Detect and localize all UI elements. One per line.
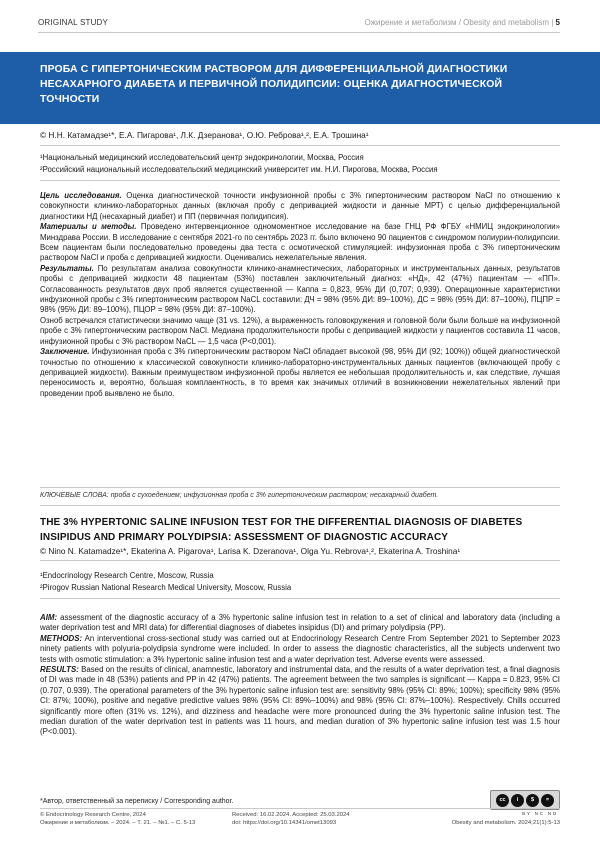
cc-license-badge[interactable] — [490, 790, 560, 810]
divider — [40, 487, 560, 488]
aim-paragraph: AIM: assessment of the diagnostic accuracy of a 3% hypertonic saline infusion test in relation to a set of clinical and laboratory data (including a water deprivation test and MRI data) for differential diagnoses of diabetes insipidus (DI) and primary polydipsia (PP). — [40, 613, 560, 633]
by-icon: i — [511, 794, 524, 807]
divider — [40, 180, 560, 181]
page-number: 5 — [555, 18, 560, 27]
methods-paragraph: Материалы и методы. Проведено интервенционное одномоментное исследование на базе ГНЦ РФ ФГБУ «НМИЦ эндокринологии» Минздрава России. В исследование с сентября 2021-го по сентябрь 2023 гг. было включено 90 пациентов с синдромом полиурии-полидипсии. Всем пациентам были последовательно проведены два теста с осмотической стимуляцией: инфузионная проба с 3% гипертоническим раствором NaCl и проба с депривацией жидкости. Оценивались нежелательные явления. — [40, 222, 561, 263]
divider — [40, 560, 560, 561]
results-paragraph-2: Озноб встречался статистически значимо чаще (31 vs. 12%), а выраженность головокружения и головной боли были больше на инфузионной пробе с 3% гипертоническим раствором NaCl. Медиана продолжительности пробы с депривацией жидкости у пациентов составила 11 часов, инфузионной пробы с 3% раствором NaCL — 1,5 часа (P<0,001). — [40, 315, 560, 346]
results-label: RESULTS: — [40, 665, 79, 675]
article-title-en: THE 3% HYPERTONIC SALINE INFUSION TEST FOR THE DIFFERENTIAL DIAGNOSIS OF DIABETES INSIPIDUS AND PRIMARY POLYDIPSIA: ASSESSMENT OF DIAGNOSTIC ACCURACY — [40, 517, 523, 543]
journal-name: Ожирение и метаболизм / Obesity and metabolism — [364, 18, 549, 27]
doi-link[interactable]: doi: https://doi.org/10.14341/omet13093 — [232, 820, 337, 826]
affiliation-1: ¹Endocrinology Research Centre, Moscow, Russia — [40, 571, 214, 580]
article-title-ru: ПРОБА С ГИПЕРТОНИЧЕСКИМ РАСТВОРОМ ДЛЯ ДИФФЕРЕНЦИАЛЬНОЙ ДИАГНОСТИКИ НЕСАХАРНОГО ДИАБЕТА И ПЕРВИЧНОЙ ПОЛИДИПСИИ: ОЦЕНКА ДИАГНОСТИЧЕСКОЙ ТОЧНОСТИ — [40, 64, 508, 105]
citation-en: Obesity and metabolism. 2024;21(1):5-13 — [451, 820, 560, 826]
header-divider — [38, 32, 560, 33]
section-label: ORIGINAL STUDY — [38, 18, 109, 27]
footer-left — [40, 811, 195, 827]
footer-middle — [232, 811, 350, 827]
aim-label: Цель исследования. — [40, 191, 122, 200]
citation-ru: Ожирение и метаболизм. – 2024. – Т. 21. – №1. – С. 5-13 — [40, 820, 196, 826]
affiliation-2: ²Российский национальный исследовательский медицинский университет им. Н.И. Пирогова, Москва, Россия — [40, 165, 438, 174]
license-labels: BY NC ND — [522, 811, 558, 816]
results-paragraph: Результаты. По результатам анализа совокупности клинико-анамнестических, лабораторных и инструментальных данных, результатов пробы с депривацией жидкости 48 пациентам (53%) поставлен заключительный диагноз: «НД», 42 (47%) пациентам — «ПП». Согласованность результатов двух проб является существенной — Каппа = 0,823, 95% ДИ (0,707; 0,939). Операционные характеристики инфузионной пробы с 3% гипертоническим раствором NaCL составили: ДЧ = 98% (95% ДИ: 89–100%), ДС = 98% (95% ДИ: 87–100%), ПЦПР = 98% (95% ДИ: 89–100%), ПЦОР = 98% (95% ДИ: 87–100%). — [40, 263, 560, 315]
conclusion-label: Заключение. — [40, 347, 90, 357]
nd-icon: = — [541, 794, 554, 807]
divider — [40, 505, 560, 506]
affiliations-ru — [40, 152, 560, 176]
methods-label: METHODS: — [40, 633, 83, 643]
corresponding-author-note: *Автор, ответственный за переписку / Corresponding author. — [40, 798, 234, 805]
title-banner — [0, 52, 600, 124]
abstract-ru — [40, 191, 560, 399]
keywords-ru: КЛЮЧЕВЫЕ СЛОВА: проба с сухоедением; инфузионная проба с 3% гипертоническим раствором; несахарный диабет. — [40, 492, 439, 499]
journal-running-title: Ожирение и метаболизм / Obesity and metabolism | 5 — [364, 18, 560, 27]
results-label: Результаты. — [40, 263, 94, 273]
abstract-en — [40, 613, 560, 738]
dates: Received: 16.02.2024. Accepted: 25.03.2024 — [232, 812, 350, 818]
aim-label: AIM: — [40, 613, 58, 622]
authors-en: © Nino N. Katamadze¹*, Ekaterina A. Pigarova¹, Larisa K. Dzeranova¹, Olga Yu. Rebrova¹,², Ekaterina A. Troshina¹ — [40, 546, 461, 556]
methods-paragraph: METHODS: An interventional cross-sectional study was carried out at Endocrinology Research Centre From September 2021 to September 2023 ninety patients with polyuria-polydipsia syndrome were included. In order to assess the diagnostic characteristics, all the subjects underwent two tests with osmotic stimulation: a 3% hypertonic saline infusion test and a water deprivation test. Adverse events were assessed. — [40, 633, 560, 664]
divider — [40, 145, 560, 146]
cc-icon: cc — [496, 794, 509, 807]
results-paragraph: RESULTS: Based on the results of clinical, anamnestic, laboratory and instrumental data, and the results of a water deprivation test, a final diagnosis of DI was made in 48 (53%) patients and PP in 42 (47%) patients. The agreement between the two samples is significant — Kappa = 0.823, 95% CI (0.707, 0.939). The operational parameters of the 3% hypertonic saline infusion test are: sensitivity 98% (95% CI: 89%; 100%); specificity 98% (95% CI: 87%; 100%), positive and negative predictive values 98% (95% CI: 89%–100%) and 98% (95% CI: 87%–100%). Respectively. Chills occurred significantly more often (31% vs. 12%), and dizziness and headache were more pronounced during the 3% hypertonic saline infusion test. The median duration of the water deprivation test in patients was 11 hours, and median duration of 3% hypertonic saline infusion test was 1.5 hour (P<0.001). — [40, 665, 560, 737]
authors-ru: © Н.Н. Катамадзе¹*, Е.А. Пигарова¹, Л.К. Дзеранова¹, О.Ю. Реброва¹,², Е.А. Трошина¹ — [40, 130, 369, 140]
conclusion-paragraph: Заключение. Инфузионная проба с 3% гипертоническим раствором NaCl обладает высокой (98, 95% ДИ (92; 100%)) общей диагностической точностью по отношению к классической совокупности клинико-лабораторно-инструментальных данных пациентов (включающей пробу с депривацией жидкости). Важным преимуществом инфузионной пробы является ее небольшая продолжительность и, как следствие, лучшая переносимость и, вероятно, большая комплаентность, в то время как значимых отличий в возникновении нежелательных явлений при проведении проб выявлено не было. — [40, 347, 560, 398]
copyright: © Endocrinology Research Centre, 2024 — [40, 812, 146, 818]
nc-icon: $ — [526, 794, 539, 807]
affiliation-2: ²Pirogov Russian National Research Medical University, Moscow, Russia — [40, 583, 292, 592]
methods-label: Материалы и методы. — [40, 222, 137, 232]
affiliations-en — [40, 570, 560, 594]
running-header — [0, 0, 600, 40]
affiliation-1: ¹Национальный медицинский исследовательский центр эндокринологии, Москва, Россия — [40, 153, 364, 162]
divider — [40, 598, 560, 599]
aim-paragraph: Цель исследования. Оценка диагностической точности инфузионной пробы с 3% гипертоническим раствором NaCl по отношению к совокупности клинико-лабораторных данных (включая пробу с депривацией жидкости и данные МРТ) с целью дифференциальной диагностики НД (несахарный диабет) и ПП (первичная полидипсия). — [40, 191, 561, 221]
footer-divider — [40, 808, 560, 809]
